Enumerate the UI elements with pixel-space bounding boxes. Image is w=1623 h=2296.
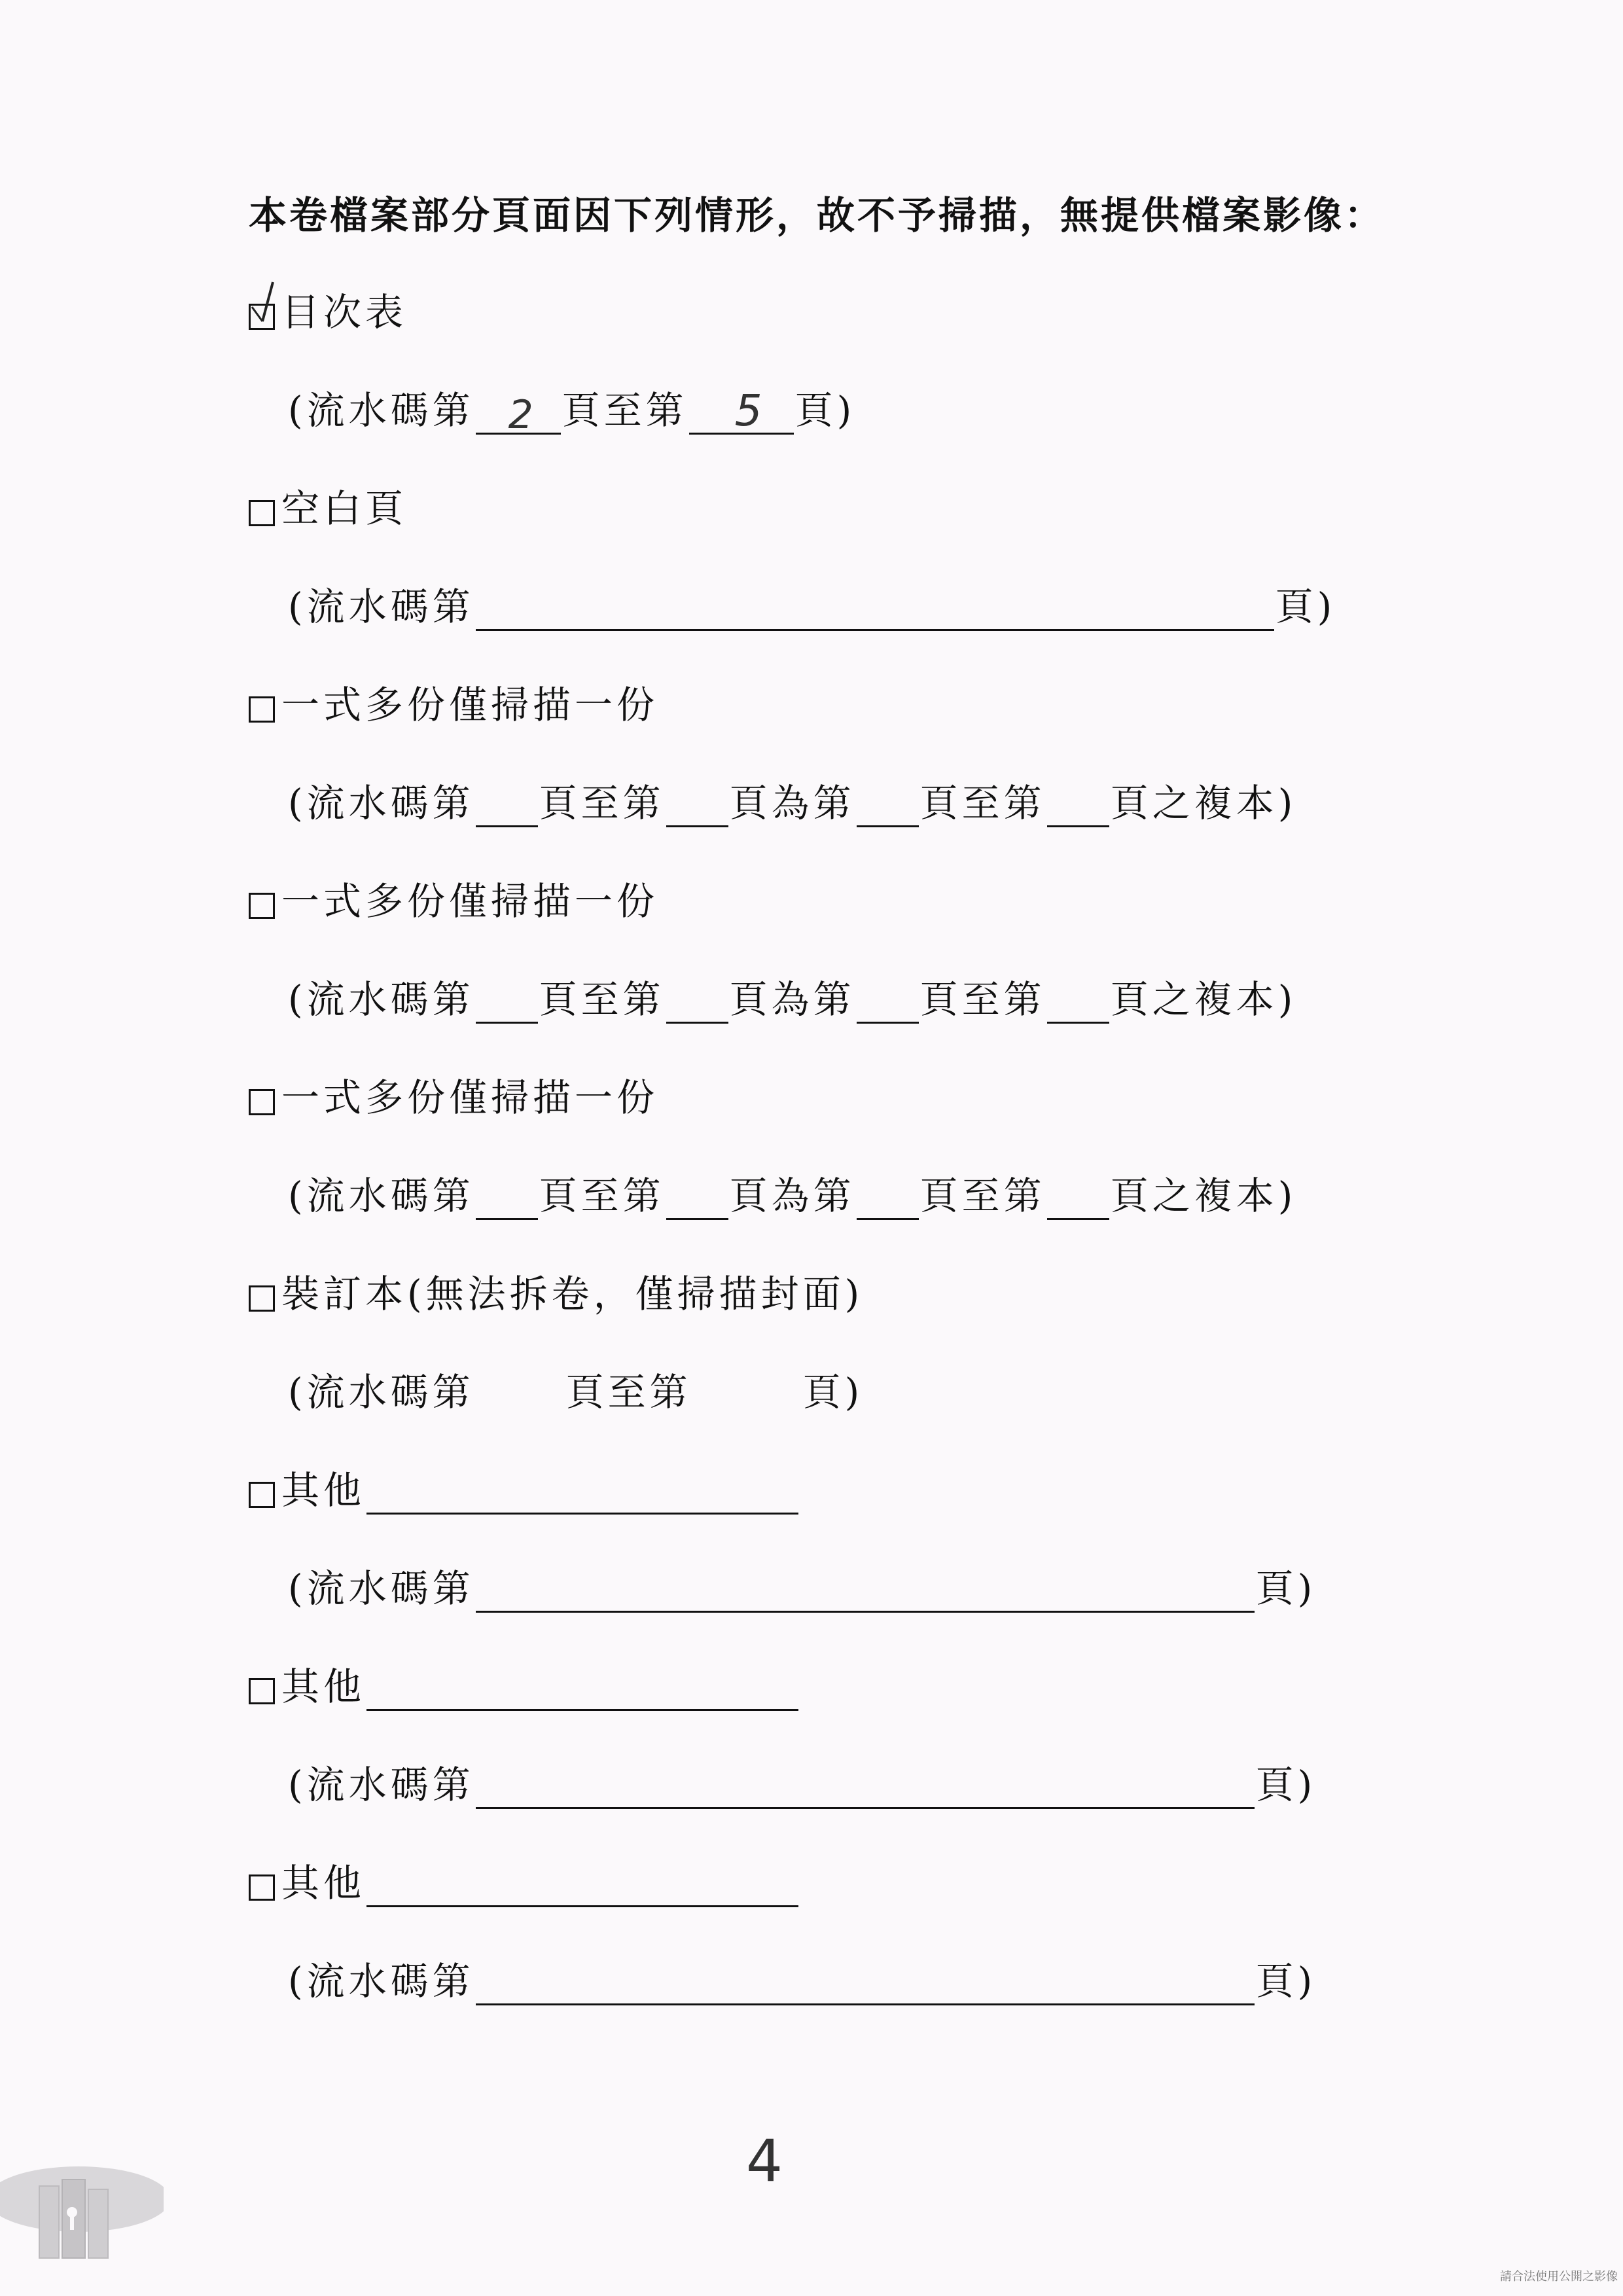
bound-checkbox[interactable]: [249, 1285, 275, 1312]
page-number: 4: [746, 2127, 783, 2195]
other2-pages-field[interactable]: [476, 1769, 1255, 1809]
multi3-checkbox[interactable]: [249, 1089, 275, 1115]
multi2-range: (流水碼第 頁至第 頁為第 頁至第 頁之複本): [288, 969, 1296, 1024]
blank-checkbox[interactable]: [249, 500, 275, 526]
blank-pages-field[interactable]: [476, 591, 1274, 631]
multi2-field-2[interactable]: [666, 984, 728, 1024]
item-toc: [249, 281, 407, 336]
toc-to-field[interactable]: [689, 386, 794, 436]
other3-range: (流水碼第 頁): [288, 1950, 1316, 2005]
toc-from-value: 2: [508, 392, 537, 438]
form-header: 本卷檔案部分頁面因下列情形，故不予掃描，無提供檔案影像：: [249, 193, 1385, 238]
multi1-field-2[interactable]: [666, 787, 728, 827]
multi1-checkbox[interactable]: [249, 696, 275, 723]
other1-reason-field[interactable]: [366, 1475, 798, 1515]
multi3-field-1[interactable]: [476, 1180, 538, 1220]
multi2-field-4[interactable]: [1047, 984, 1109, 1024]
toc-checkbox[interactable]: [249, 304, 275, 330]
multi2-field-1[interactable]: [476, 984, 538, 1024]
item-bound: 裝訂本(無法拆卷，僅掃描封面): [249, 1263, 863, 1318]
multi1-range: (流水碼第 頁至第 頁為第 頁至第 頁之複本): [288, 772, 1296, 827]
other1-checkbox[interactable]: [249, 1482, 275, 1508]
toc-range: (流水碼第 2 頁至第 5 頁): [288, 386, 856, 438]
multi3-field-3[interactable]: [857, 1180, 919, 1220]
multi3-field-2[interactable]: [666, 1180, 728, 1220]
toc-label: 目次表: [281, 290, 408, 334]
other3-pages-field[interactable]: [476, 1965, 1255, 2005]
blank-label: 空白頁: [281, 486, 408, 531]
multi1-field-4[interactable]: [1047, 787, 1109, 827]
multi3-range: (流水碼第 頁至第 頁為第 頁至第 頁之複本): [288, 1165, 1296, 1220]
item-other-1: 其他: [249, 1460, 800, 1515]
archive-logo-icon: [0, 2160, 164, 2271]
item-multi-2: 一式多份僅掃描一份: [249, 870, 658, 925]
other3-reason-field[interactable]: [366, 1867, 798, 1907]
toc-to-value: 5: [734, 386, 766, 436]
multi2-checkbox[interactable]: [249, 893, 275, 919]
multi3-field-4[interactable]: [1047, 1180, 1109, 1220]
item-blank: [249, 478, 407, 533]
other2-reason-field[interactable]: [366, 1671, 798, 1711]
other3-checkbox[interactable]: [249, 1874, 275, 1901]
other2-checkbox[interactable]: [249, 1678, 275, 1704]
multi1-field-1[interactable]: [476, 787, 538, 827]
item-other-3: 其他: [249, 1852, 800, 1907]
multi2-field-3[interactable]: [857, 984, 919, 1024]
toc-from-field[interactable]: [476, 392, 561, 438]
item-multi-1: 一式多份僅掃描一份: [249, 674, 658, 729]
other1-range: (流水碼第 頁): [288, 1558, 1316, 1613]
item-other-2: 其他: [249, 1656, 800, 1711]
check-mark-icon: [248, 281, 287, 327]
footer-note: 請合法使用公開之影像: [1500, 2270, 1618, 2284]
item-multi-3: 一式多份僅掃描一份: [249, 1067, 658, 1122]
bound-range: (流水碼第 頁至第 頁): [288, 1370, 864, 1414]
blank-range: (流水碼第 頁): [288, 576, 1336, 631]
multi1-field-3[interactable]: [857, 787, 919, 827]
other1-pages-field[interactable]: [476, 1573, 1255, 1613]
other2-range: (流水碼第 頁): [288, 1754, 1316, 1809]
